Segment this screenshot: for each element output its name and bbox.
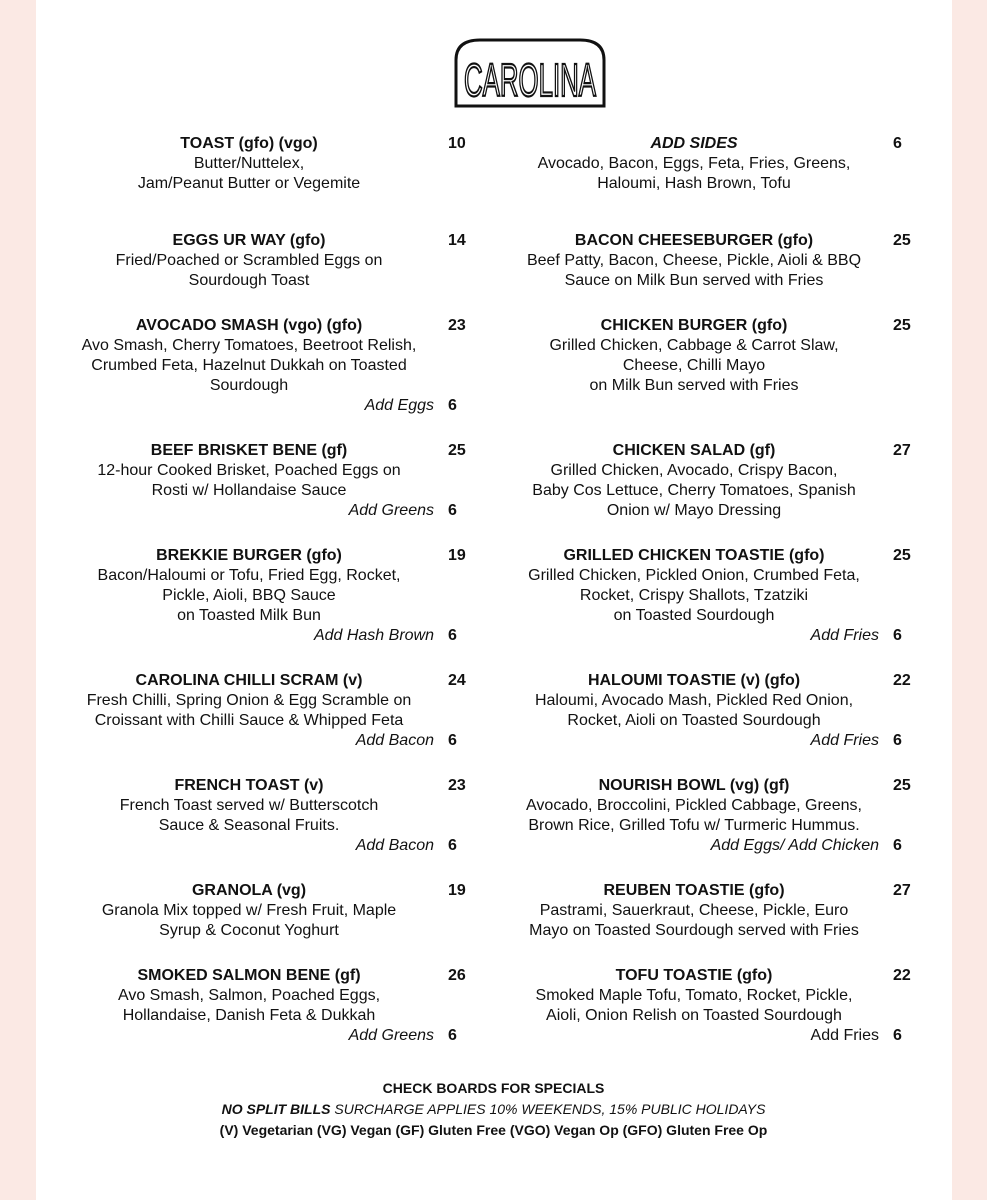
menu-item-header (60, 776, 480, 796)
description-line: Syrup & Coconut Yoghurt (159, 922, 339, 939)
menu-item-title: REUBEN TOASTIE (gfo) (603, 882, 785, 899)
menu-item-header (505, 316, 925, 336)
description-line: Pickle, Aioli, BBQ Sauce (162, 587, 336, 604)
menu-item-title: ADD SIDES (650, 135, 738, 152)
dietary-legend: (V) Vegetarian (VG) Vegan (GF) Gluten Free (VGO) Vegan Op (GFO) Gluten Free Op (219, 1122, 768, 1138)
menu-item-price: 6 (893, 135, 902, 152)
menu-item (505, 966, 925, 1046)
menu-item (60, 134, 480, 194)
menu-item-description (60, 796, 438, 836)
menu-item (60, 881, 480, 941)
menu-item-price: 25 (893, 547, 911, 564)
menu-item (505, 881, 925, 941)
description-line: Crumbed Feta, Hazelnut Dukkah on Toasted (91, 357, 407, 374)
menu-item (505, 231, 925, 291)
menu-item-price: 23 (448, 317, 466, 334)
addon-label: Add Greens (348, 502, 434, 519)
menu-item-description (60, 566, 438, 626)
menu-item-addon (60, 1026, 480, 1046)
menu-item-description (60, 691, 438, 731)
menu-item (60, 441, 480, 521)
description-line: Butter/Nuttelex, (193, 155, 305, 172)
menu-item-title: BACON CHEESEBURGER (gfo) (574, 232, 814, 249)
menu-item-price: 19 (448, 882, 466, 899)
addon-label: Add Fries (810, 1027, 879, 1044)
menu-item-description (505, 251, 883, 291)
description-line: Granola Mix topped w/ Fresh Fruit, Maple (101, 902, 397, 919)
menu-item-header (505, 776, 925, 796)
addon-label: Add Hash Brown (313, 627, 434, 644)
addon-price: 6 (893, 837, 902, 854)
menu-item (505, 671, 925, 751)
menu-item-description (505, 461, 883, 521)
menu-item-description (60, 336, 438, 396)
description-line: Fresh Chilli, Spring Onion & Egg Scramble on (86, 692, 412, 709)
description-line: Brown Rice, Grilled Tofu w/ Turmeric Hummus. (528, 817, 860, 834)
description-line: Haloumi, Avocado Mash, Pickled Red Onion, (534, 692, 854, 709)
addon-label: Add Fries (810, 732, 879, 749)
menu-item-addon (505, 626, 925, 646)
no-split-bills: NO SPLIT BILLS (221, 1101, 331, 1117)
description-line: Avocado, Broccolini, Pickled Cabbage, Greens, (526, 797, 862, 814)
description-line: Rocket, Aioli on Toasted Sourdough (567, 712, 821, 729)
description-line: Avo Smash, Cherry Tomatoes, Beetroot Relish, (81, 337, 417, 354)
specials-note: CHECK BOARDS FOR SPECIALS (382, 1080, 605, 1096)
menu-item-description (60, 986, 438, 1026)
menu-item (60, 966, 480, 1046)
description-line: Jam/Peanut Butter or Vegemite (137, 175, 361, 192)
menu-item (60, 671, 480, 751)
addon-label: Add Eggs/ Add Chicken (710, 837, 879, 854)
menu-item-header (60, 134, 480, 154)
menu-item-title: BEEF BRISKET BENE (gf) (150, 442, 348, 459)
addon-label: Add Fries (810, 627, 879, 644)
addon-price: 6 (893, 732, 902, 749)
menu-item-price: 24 (448, 672, 466, 689)
menu-item-addon (60, 731, 480, 751)
menu-item-header (505, 134, 925, 154)
menu-item-description (505, 691, 883, 731)
description-line: Smoked Maple Tofu, Tomato, Rocket, Pickle, (535, 987, 853, 1004)
description-line: on Milk Bun served with Fries (589, 377, 799, 394)
menu-item-addon (505, 731, 925, 751)
menu-item-header (505, 881, 925, 901)
menu-item (505, 316, 925, 396)
menu-item-header (60, 546, 480, 566)
description-line: 12-hour Cooked Brisket, Poached Eggs on (97, 462, 401, 479)
logo-text: CAROLINA (464, 54, 597, 106)
description-line: Sourdough (209, 377, 289, 394)
menu-item-description (505, 986, 883, 1026)
description-line: Avo Smash, Salmon, Poached Eggs, (117, 987, 381, 1004)
menu-item-price: 23 (448, 777, 466, 794)
menu-item-price: 25 (893, 317, 911, 334)
menu-item-title: SMOKED SALMON BENE (gf) (137, 967, 361, 984)
menu-item-title: CHICKEN SALAD (gf) (612, 442, 776, 459)
menu-item-price: 26 (448, 967, 466, 984)
description-line: Cheese, Chilli Mayo (622, 357, 766, 374)
addon-price: 6 (448, 502, 457, 519)
menu-item-price: 25 (893, 232, 911, 249)
description-line: French Toast served w/ Butterscotch (119, 797, 379, 814)
menu-item-price: 27 (893, 442, 911, 459)
description-line: Sauce on Milk Bun served with Fries (564, 272, 824, 289)
addon-price: 6 (448, 837, 457, 854)
menu-item-price: 14 (448, 232, 466, 249)
menu-item-price: 22 (893, 967, 911, 984)
menu-item-description (60, 251, 438, 291)
menu-item-header (505, 231, 925, 251)
menu-item-header (505, 441, 925, 461)
description-line: Rocket, Crispy Shallots, Tzatziki (579, 587, 809, 604)
menu-item (60, 231, 480, 291)
menu-item (60, 776, 480, 856)
menu-item-description (60, 154, 438, 194)
description-line: Haloumi, Hash Brown, Tofu (597, 175, 791, 192)
menu-item-price: 25 (893, 777, 911, 794)
menu-item-description (60, 461, 438, 501)
addon-price: 6 (448, 732, 457, 749)
addon-label: Add Eggs (364, 397, 434, 414)
menu-item-addon (60, 836, 480, 856)
menu-item-price: 27 (893, 882, 911, 899)
description-line: Croissant with Chilli Sauce & Whipped Feta (94, 712, 404, 729)
addon-price: 6 (448, 1027, 457, 1044)
menu-item-description (505, 796, 883, 836)
description-line: Avocado, Bacon, Eggs, Feta, Fries, Greens, (537, 155, 851, 172)
addon-label: Add Greens (348, 1027, 434, 1044)
description-line: Bacon/Haloumi or Tofu, Fried Egg, Rocket, (97, 567, 401, 584)
menu-item-header (505, 671, 925, 691)
menu-item-addon (505, 836, 925, 856)
description-line: on Toasted Milk Bun (177, 607, 321, 624)
description-line: Sourdough Toast (188, 272, 310, 289)
menu-item (505, 441, 925, 521)
addon-price: 6 (893, 627, 902, 644)
description-line: Hollandaise, Danish Feta & Dukkah (122, 1007, 376, 1024)
description-line: on Toasted Sourdough (613, 607, 775, 624)
menu-item (60, 316, 480, 416)
menu-item-title: TOAST (gfo) (vgo) (180, 135, 318, 152)
menu-item-description (505, 154, 883, 194)
addon-price: 6 (448, 627, 457, 644)
menu-item-title: HALOUMI TOASTIE (v) (gfo) (587, 672, 801, 689)
menu-item-header (505, 966, 925, 986)
surcharge-text: SURCHARGE APPLIES 10% WEEKENDS, 15% PUBLIC HOLIDAYS (330, 1101, 766, 1117)
addon-label: Add Bacon (355, 732, 434, 749)
menu-item-title: CAROLINA CHILLI SCRAM (v) (135, 672, 363, 689)
carolina-logo (450, 36, 610, 108)
menu-item-description (505, 336, 883, 396)
menu-item-addon (60, 501, 480, 521)
menu-item-title: GRILLED CHICKEN TOASTIE (gfo) (563, 547, 825, 564)
menu-item-price: 19 (448, 547, 466, 564)
description-line: Fried/Poached or Scrambled Eggs on (115, 252, 383, 269)
addon-label: Add Bacon (355, 837, 434, 854)
menu-item-addon (60, 396, 480, 416)
menu-item-header (60, 671, 480, 691)
description-line: Grilled Chicken, Avocado, Crispy Bacon, (550, 462, 838, 479)
description-line: Pastrami, Sauerkraut, Cheese, Pickle, Euro (539, 902, 849, 919)
menu-footer (0, 1078, 987, 1141)
menu-item-description (60, 901, 438, 941)
surcharge-note (0, 1099, 987, 1120)
menu-item-title: FRENCH TOAST (v) (174, 777, 324, 794)
menu-item-header (60, 441, 480, 461)
description-line: Rosti w/ Hollandaise Sauce (151, 482, 347, 499)
menu-item-description (505, 566, 883, 626)
menu-item-price: 10 (448, 135, 466, 152)
menu-item-title: GRANOLA (vg) (191, 882, 307, 899)
menu-item-description (505, 901, 883, 941)
description-line: Grilled Chicken, Pickled Onion, Crumbed Feta, (528, 567, 860, 584)
menu-item-title: BREKKIE BURGER (gfo) (156, 547, 342, 564)
menu-item-addon (505, 1026, 925, 1046)
description-line: Sauce & Seasonal Fruits. (158, 817, 340, 834)
menu-item-title: NOURISH BOWL (vg) (gf) (598, 777, 790, 794)
menu-item-price: 22 (893, 672, 911, 689)
menu-item (505, 134, 925, 194)
menu-item-title: AVOCADO SMASH (vgo) (gfo) (135, 317, 363, 334)
menu-item (505, 776, 925, 856)
menu-item-title: TOFU TOASTIE (gfo) (615, 967, 773, 984)
description-line: Baby Cos Lettuce, Cherry Tomatoes, Spanish (532, 482, 856, 499)
menu-item-header (505, 546, 925, 566)
description-line: Onion w/ Mayo Dressing (606, 502, 782, 519)
description-line: Grilled Chicken, Cabbage & Carrot Slaw, (549, 337, 839, 354)
addon-price: 6 (448, 397, 457, 414)
description-line: Aioli, Onion Relish on Toasted Sourdough (546, 1007, 842, 1024)
menu-item-header (60, 881, 480, 901)
menu-item-header (60, 966, 480, 986)
menu-item-header (60, 231, 480, 251)
menu-item-title: CHICKEN BURGER (gfo) (600, 317, 788, 334)
menu-item-title: EGGS UR WAY (gfo) (172, 232, 326, 249)
menu-item (505, 546, 925, 646)
menu-item-header (60, 316, 480, 336)
description-line: Beef Patty, Bacon, Cheese, Pickle, Aioli & BBQ (526, 252, 862, 269)
addon-price: 6 (893, 1027, 902, 1044)
menu-item (60, 546, 480, 646)
menu-item-addon (60, 626, 480, 646)
description-line: Mayo on Toasted Sourdough served with Fries (529, 922, 859, 939)
menu-item-price: 25 (448, 442, 466, 459)
